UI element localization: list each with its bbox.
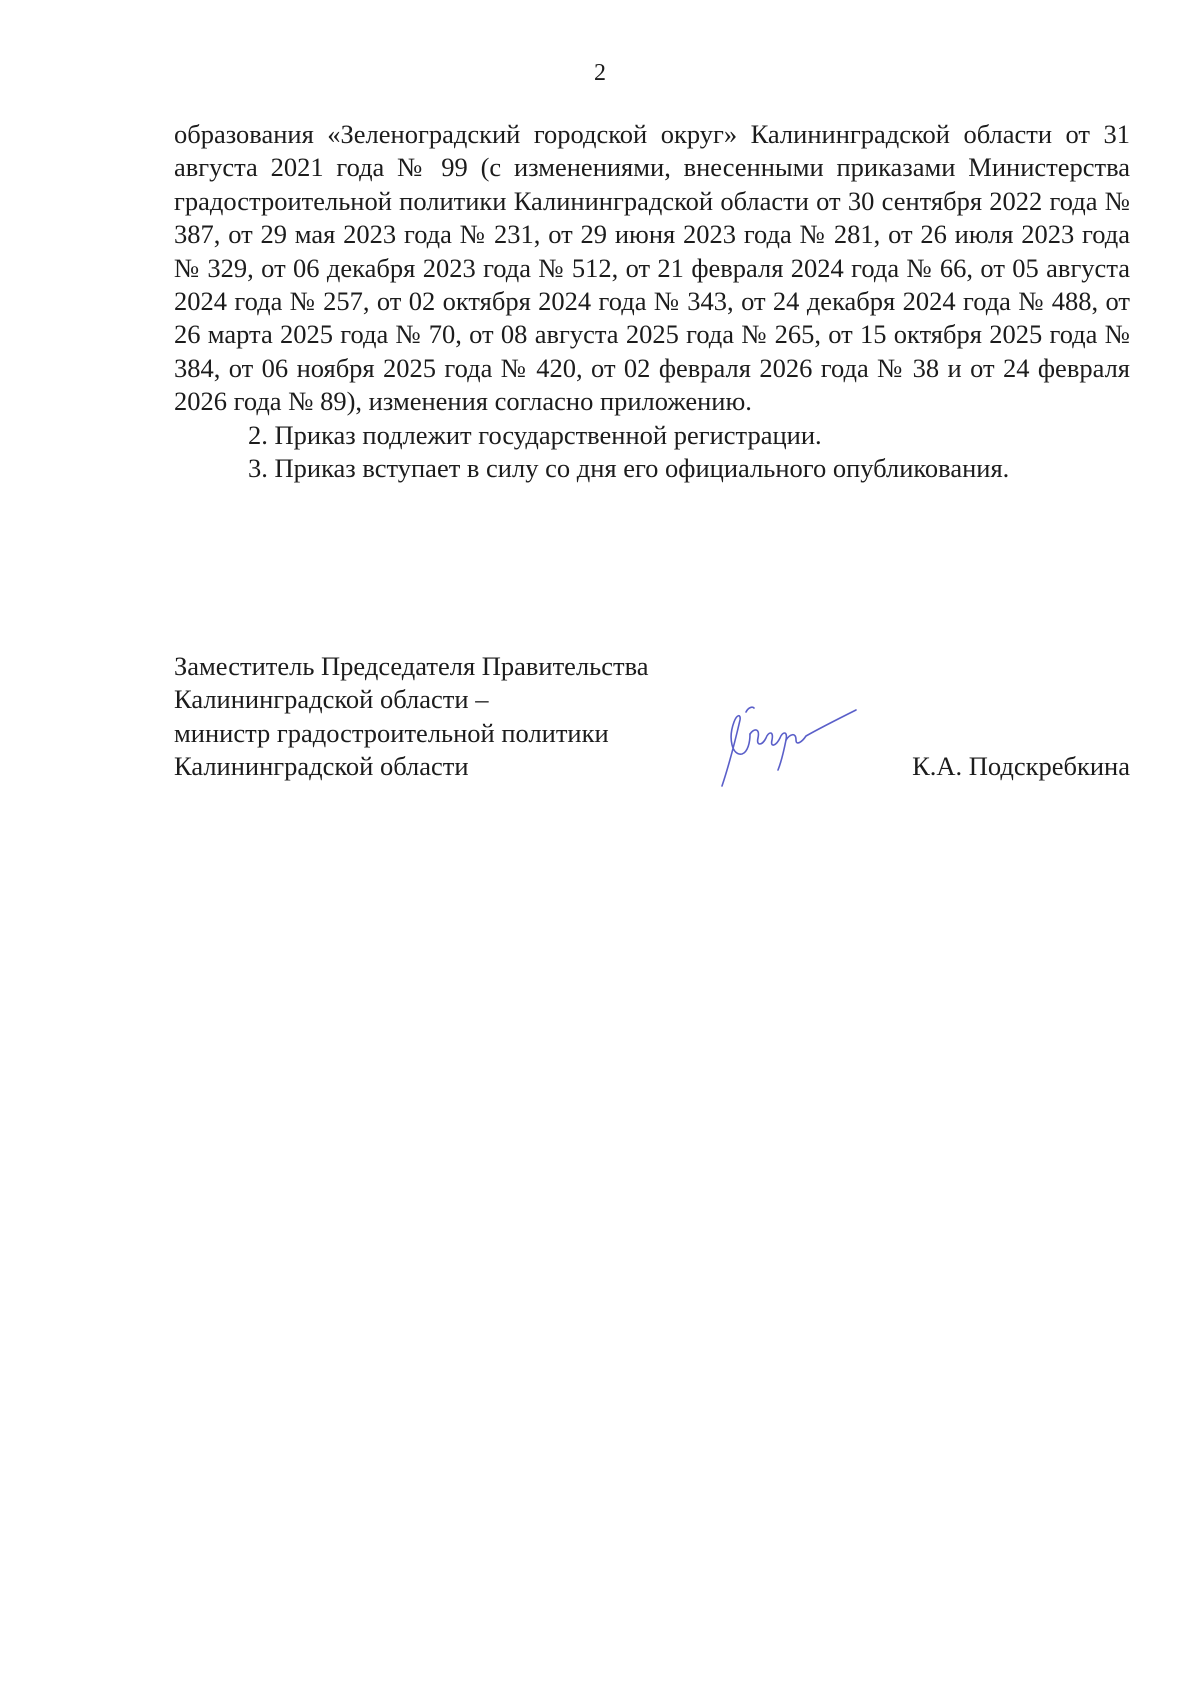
page-number: 2	[594, 60, 606, 86]
document-body	[174, 118, 1130, 485]
body-paragraph-1: образования «Зеленоградский городской округ» Калининградской области от 31 августа 2021 года № 99 (с изменениями, внесенными приказами Министерства градостроительной политики Калининградской области от 30 сентября 2022 года № 387, от 29 мая 2023 года № 231, от 29 июня 2023 года № 281, от 26 июля 2023 года № 329, от 06 декабря 2023 года № 512, от 21 февраля 2024 года № 66, от 05 августа 2024 года № 257, от 02 октября 2024 года № 343, от 24 декабря 2024 года № 488, от 26 марта 2025 года № 70, от 08 августа 2025 года № 265, от 15 октября 2025 года № 384, от 06 ноября 2025 года № 420, от 02 февраля 2026 года № 38 и от 24 февраля 2026 года № 89), изменения согласно приложению.	[174, 119, 1130, 417]
signatory-position-line-4: Калининградской области	[174, 751, 469, 782]
handwritten-signature	[710, 698, 860, 793]
signature-stroke-3	[786, 710, 856, 743]
signatory-position-line-1: Заместитель Председателя Правительства	[174, 651, 649, 681]
body-paragraph-2: 2. Приказ подлежит государственной регистрации.	[248, 419, 822, 450]
signatory-position-line-2: Калининградской области –	[174, 684, 489, 715]
body-paragraph-3: 3. Приказ вступает в силу со дня его официального опубликования.	[248, 453, 1010, 484]
signatory-position-line-3: министр градостроительной политики	[174, 717, 609, 748]
signature-stroke-2	[750, 730, 786, 770]
signature-stroke-4	[746, 707, 754, 712]
signature-stroke-1	[722, 716, 750, 786]
signature-block	[174, 650, 1130, 784]
signatory-name: К.А. Подскребкина	[912, 751, 1130, 781]
